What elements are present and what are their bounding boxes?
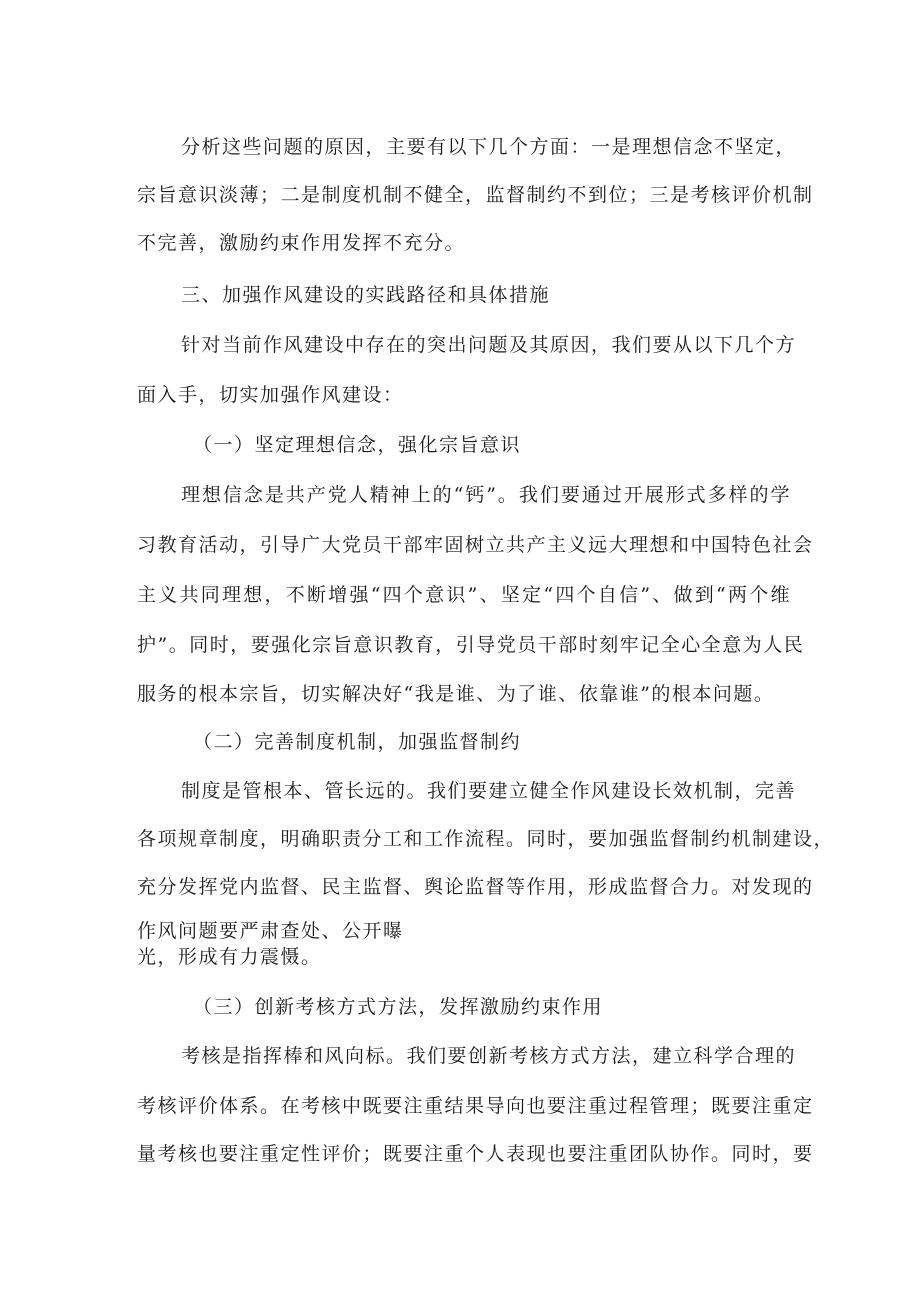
paragraph-2-line-5: 光，形成有力震慑。: [137, 946, 322, 968]
paragraph-intro-line-2: 面入手，切实加强作风建设：: [137, 384, 404, 406]
paragraph-2-line-1: 制度是管根本、管长远的。我们要建立健全作风建设长效机制，完善: [181, 780, 797, 802]
section-heading-3: 三、加强作风建设的实践路径和具体措施: [181, 284, 551, 306]
paragraph-1-line-5: 服务的根本宗旨，切实解决好“我是谁、为了谁、依靠谁”的根本问题。: [137, 683, 775, 705]
paragraph-1-line-4: 护”。同时，要强化宗旨意识教育，引导党员干部时刻牢记全心全意为人民: [137, 634, 805, 656]
paragraph-1-line-2: 习教育活动，引导广大党员干部牢固树立共产主义远大理想和中国特色社会: [137, 534, 814, 556]
paragraph-causes-line-1: 分析这些问题的原因，主要有以下几个方面：一是理想信念不坚定，: [181, 136, 797, 158]
paragraph-2-line-2: 各项规章制度，明确职责分工和工作流程。同时，要加强监督制约机制建设，: [137, 828, 835, 850]
paragraph-causes-line-3: 不完善，激励约束作用发挥不充分。: [137, 232, 466, 254]
subheading-3: （三）创新考核方式方法，发挥激励约束作用: [193, 996, 604, 1018]
subheading-2: （二）完善制度机制，加强监督制约: [193, 731, 522, 753]
paragraph-intro-line-1: 针对当前作风建设中存在的突出问题及其原因，我们要从以下几个方: [181, 334, 797, 356]
paragraph-2-line-3: 充分发挥党内监督、民主监督、舆论监督等作用，形成监督合力。对发现的: [137, 876, 814, 898]
paragraph-2-line-4: 作风问题要严肃查处、公开曝: [137, 920, 404, 942]
paragraph-3-line-1: 考核是指挥棒和风向标。我们要创新考核方式方法，建立科学合理的: [181, 1045, 797, 1067]
paragraph-causes-line-2: 宗旨意识淡薄；二是制度机制不健全，监督制约不到位；三是考核评价机制: [137, 184, 814, 206]
subheading-1: （一）坚定理想信念，强化宗旨意识: [193, 434, 522, 456]
paragraph-3-line-2: 考核评价体系。在考核中既要注重结果导向也要注重过程管理；既要注重定: [137, 1095, 814, 1117]
paragraph-1-line-1: 理想信念是共产党人精神上的“钙”。我们要通过开展形式多样的学: [181, 484, 791, 506]
paragraph-3-line-3: 量考核也要注重定性评价；既要注重个人表现也要注重团队协作。同时，要: [137, 1143, 814, 1165]
paragraph-1-line-3: 主义共同理想，不断增强“四个意识”、坚定“四个自信”、做到“两个维: [137, 584, 791, 606]
